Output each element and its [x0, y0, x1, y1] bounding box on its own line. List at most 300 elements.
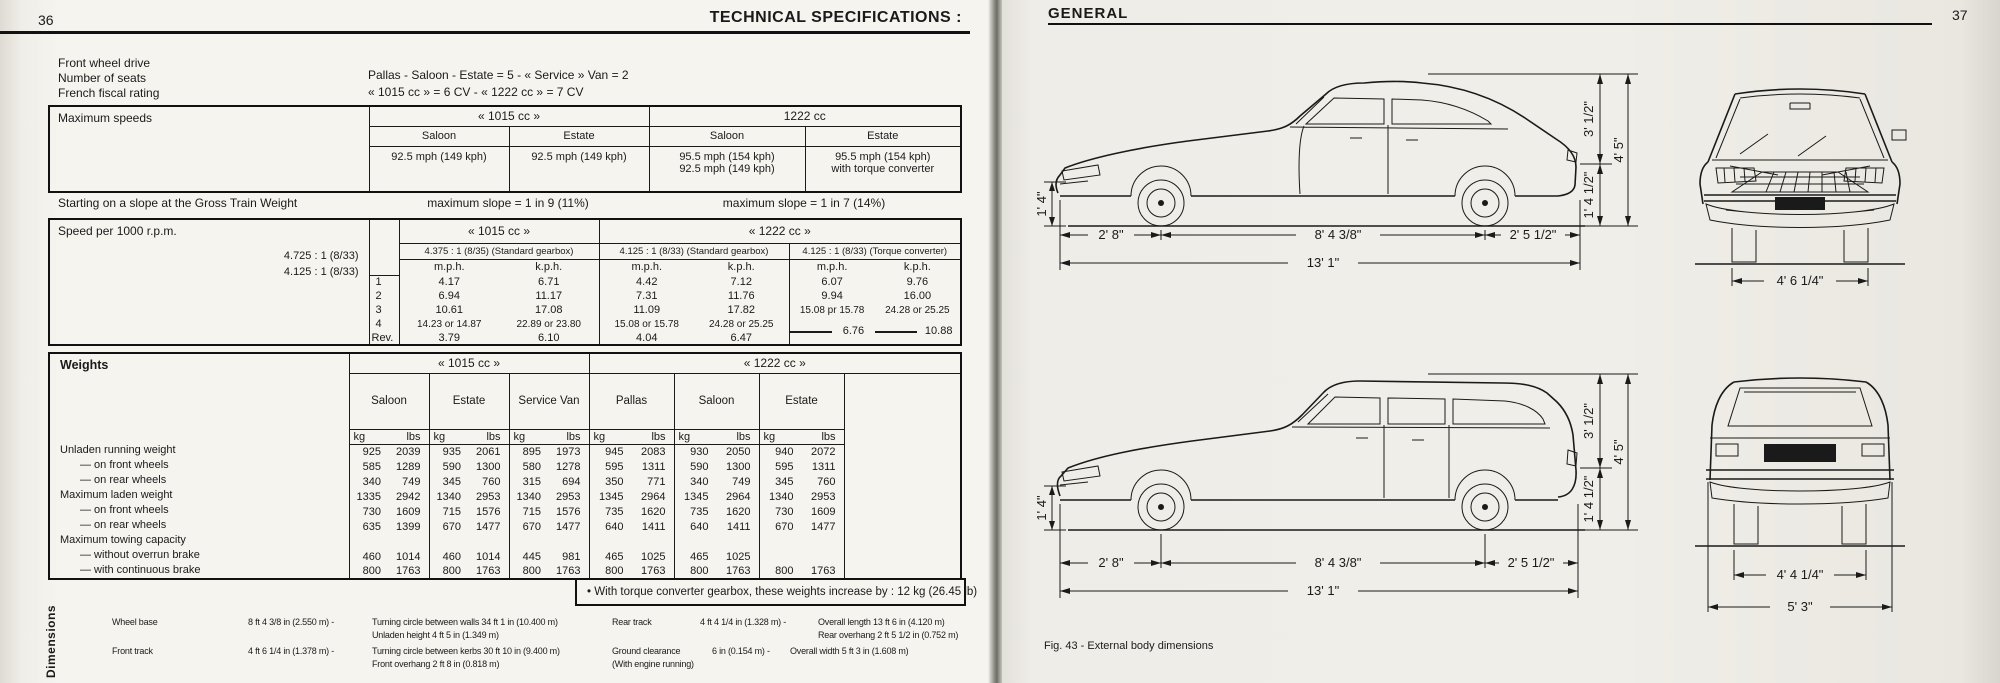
estate-lights: [1060, 450, 1577, 485]
kg-value: 670: [522, 520, 541, 533]
weights-row-label: Unladen running weight: [60, 444, 176, 456]
unit-header: [599, 259, 789, 275]
estate-body-outline: [1058, 381, 1577, 497]
max-speed-line: 95.5 mph (154 kph): [679, 150, 775, 163]
speed-kph: 17.82: [727, 304, 756, 316]
kg-value: 640: [605, 520, 624, 533]
kg-value: 670: [775, 520, 794, 533]
weights-value-cell: [759, 564, 844, 579]
front-plate: [1775, 197, 1825, 210]
speed-value: [789, 303, 961, 317]
unit-cell: [589, 429, 674, 444]
saloon-wheelbase-label: 8' 4 3/8": [1314, 227, 1362, 242]
kg-value: 315: [522, 475, 541, 488]
front-hub: [1158, 200, 1164, 206]
lbs-value: 1763: [476, 565, 501, 577]
max-speed-value: 92.5 mph (149 kph): [509, 146, 649, 192]
speed-mph: 15.08 pr 15.78: [799, 304, 865, 316]
weights-value-cell: [674, 444, 759, 459]
lbs-value: 1300: [726, 460, 751, 473]
kg-value: 1340: [436, 490, 461, 503]
weights-value-cell: [589, 444, 674, 459]
info-value-seats: Pallas - Saloon - Estate = 5 - « Service » Van = 2: [368, 68, 629, 82]
weights-value-cell: [429, 534, 509, 549]
gear-number: 2: [369, 289, 399, 303]
speed-mph: 4.42: [636, 276, 658, 288]
weights-value-cell: [589, 549, 674, 564]
lbs-label: lbs: [651, 430, 666, 443]
speed-value: [399, 303, 599, 317]
kg-value: 350: [605, 475, 624, 488]
weights-1222-header: « 1222 cc »: [589, 353, 961, 373]
page-title: TECHNICAL SPECIFICATIONS :: [709, 9, 962, 26]
lbs-label: lbs: [566, 430, 581, 443]
unit-cell: [509, 429, 589, 444]
gear-number: 4: [369, 317, 399, 331]
kg-value: 1345: [599, 490, 624, 503]
kg-label: kg: [593, 430, 606, 443]
kg-value: 1335: [356, 490, 381, 503]
max-speeds-label: Maximum speeds: [49, 106, 369, 192]
weights-value-cell: [509, 504, 589, 519]
saloon-glass-doors: [1290, 97, 1508, 194]
lbs-value: 2953: [476, 490, 501, 503]
front-view-outline: [1700, 89, 1900, 204]
slope-value-1222: maximum slope = 1 in 7 (14%): [722, 196, 886, 210]
weights-label-cell: [49, 353, 349, 579]
speed-mph: 6.94: [438, 290, 460, 302]
weights-value-cell: [674, 564, 759, 579]
weights-value-cell: [429, 504, 509, 519]
left-page: [0, 0, 990, 683]
weights-1015-header: « 1015 cc »: [349, 353, 589, 373]
kg-label: kg: [513, 430, 526, 443]
lbs-value: 1763: [396, 565, 421, 577]
gearbox-1015-sub: 4.375 : 1 (8/35) (Standard gearbox): [399, 243, 599, 259]
kg-value: 465: [605, 550, 624, 563]
lbs-value: 1278: [556, 460, 581, 473]
weights-value-cell: [429, 549, 509, 564]
saloon-total-height-label: 4' 5": [1611, 137, 1626, 163]
merge-dash: [875, 331, 918, 333]
weights-value-cell: [674, 459, 759, 474]
unit-cell: [429, 429, 509, 444]
estate-sill-height-label: 1' 4 1/2": [1581, 475, 1596, 523]
lbs-value: 2050: [726, 445, 751, 458]
weights-value-cell: [589, 489, 674, 504]
kg-value: 635: [362, 520, 381, 533]
kg-value: 730: [362, 505, 381, 518]
gear-number: 1: [369, 275, 399, 289]
weights-title: Weights: [60, 358, 109, 372]
speed-kph: 7.12: [730, 276, 752, 288]
weights-col-saloon-1015: Saloon: [349, 373, 429, 429]
kg-value: 1340: [516, 490, 541, 503]
weights-value-cell: [589, 564, 674, 579]
lbs-value: 1609: [396, 505, 421, 518]
kg-value: 800: [522, 565, 541, 577]
weights-value-cell: [429, 564, 509, 579]
lbs-value: 1763: [811, 565, 836, 577]
kg-value: 800: [362, 565, 381, 577]
weights-value-cell: [349, 549, 429, 564]
speed-mph: 6.07: [821, 276, 843, 288]
dim-overall-width: Overall width 5 ft 3 in (1.608 m): [790, 646, 909, 656]
saloon-front-overhang-label: 2' 8": [1098, 227, 1124, 242]
speed-kph: 16.00: [903, 290, 932, 302]
weights-value-cell: [674, 534, 759, 549]
speed-mph: 4.17: [438, 276, 460, 288]
weights-row-label: — on front wheels: [80, 459, 169, 471]
max-speed-value: [805, 146, 961, 192]
lbs-value: 1300: [476, 460, 501, 473]
lbs-label: lbs: [406, 430, 421, 443]
weights-value-cell: [349, 489, 429, 504]
lbs-value: 1763: [726, 565, 751, 577]
weights-value-cell: [349, 474, 429, 489]
weights-value-cell: [349, 564, 429, 579]
kg-value: 930: [690, 445, 709, 458]
kg-label: kg: [763, 430, 776, 443]
mph-header: m.p.h.: [816, 261, 848, 274]
lbs-value: 2039: [396, 445, 421, 458]
speed-mph: 15.08 or 15.78: [614, 318, 679, 330]
weights-value-cell: [674, 519, 759, 534]
weights-empty-column: [844, 373, 961, 579]
estate-glass-doors: [1292, 394, 1550, 498]
unit-header: [789, 259, 961, 275]
kg-value: 585: [362, 460, 381, 473]
lbs-value: 1311: [811, 460, 836, 473]
lbs-value: 2953: [811, 490, 836, 503]
speed-table-label: Speed per 1000 r.p.m.: [58, 224, 177, 238]
dim-rear-overhang: Rear overhang 2 ft 5 1/2 in (0.752 m): [818, 630, 959, 640]
weights-value-cell: [349, 504, 429, 519]
speed-per-1000-table: [48, 218, 962, 346]
max-speed-line: with torque converter: [831, 162, 935, 175]
mph-header: m.p.h.: [631, 261, 663, 274]
lbs-value: 2953: [556, 490, 581, 503]
general-rule: [1048, 23, 1932, 25]
kg-value: 595: [605, 460, 624, 473]
lbs-value: 1973: [556, 445, 581, 458]
speed-mph: [790, 325, 875, 337]
speed-mph: 9.94: [821, 290, 843, 302]
max-speed-value: 92.5 mph (149 kph): [369, 146, 509, 192]
speed-kph: 17.08: [534, 304, 563, 316]
weights-value-cell: [429, 459, 509, 474]
dim-wheelbase-value: 8 ft 4 3/8 in (2.550 m) -: [248, 617, 335, 627]
lbs-value: 749: [402, 475, 421, 488]
speed-value: [599, 317, 789, 331]
lbs-value: 1477: [556, 520, 581, 533]
dim-turning-kerbs: Turning circle between kerbs 30 ft 10 in (9.400 m): [372, 646, 560, 656]
kph-header: k.p.h.: [727, 261, 755, 274]
height-dim-lines: [1428, 74, 1638, 226]
weights-value-cell: [509, 564, 589, 579]
dim-unladen-height: Unladen height 4 ft 5 in (1.349 m): [372, 630, 499, 640]
mph-header: m.p.h.: [433, 261, 465, 274]
kph-header: k.p.h.: [903, 261, 931, 274]
rear-hub: [1482, 200, 1488, 206]
dim-engine-running-note: (With engine running): [612, 659, 694, 669]
weights-value-cell: [349, 444, 429, 459]
weights-value-cell: [429, 489, 509, 504]
kg-value: 895: [522, 445, 541, 458]
estate-drawing: [1034, 330, 1990, 660]
gear-number: 3: [369, 303, 399, 317]
estate-total-height-label: 4' 5": [1611, 439, 1626, 465]
estate-overall-length-label: 13' 1": [1306, 583, 1340, 598]
speed-kph: 6.71: [538, 276, 560, 288]
weights-table: [48, 352, 962, 580]
weights-value-cell: [674, 474, 759, 489]
height-dim-lines: [1428, 374, 1638, 530]
max-speeds-table: [48, 105, 962, 193]
lbs-value: 2964: [641, 490, 666, 503]
kg-value: 590: [442, 460, 461, 473]
lbs-value: 1289: [396, 460, 421, 473]
dim-front-track-value: 4 ft 6 1/4 in (1.378 m) -: [248, 646, 335, 656]
speed-mph: 10.61: [435, 304, 464, 316]
speed-1015-header: « 1015 cc »: [399, 219, 599, 243]
estate-rear-overhang-label: 2' 5 1/2": [1507, 555, 1555, 570]
kg-value: 925: [362, 445, 381, 458]
lbs-value: 1763: [641, 565, 666, 577]
speed-kph: 9.76: [906, 276, 929, 288]
weights-row-label: — on rear wheels: [80, 519, 167, 531]
weights-value-cell: [589, 504, 674, 519]
speed-kph: 24.28 or 25.25: [709, 318, 774, 330]
speed-kph: [875, 325, 960, 337]
kg-value: 800: [690, 565, 709, 577]
weights-col-servicevan: Service Van: [509, 373, 589, 429]
lbs-value: 1477: [811, 520, 836, 533]
kg-value: 460: [442, 550, 461, 563]
kg-value: 1345: [684, 490, 709, 503]
lbs-value: 1576: [556, 505, 581, 518]
weights-value-cell: [589, 534, 674, 549]
lbs-value: 760: [482, 475, 501, 488]
col-estate-1015: Estate: [509, 126, 649, 146]
kph-header: k.p.h.: [535, 261, 563, 274]
slope-value-1015: maximum slope = 1 in 9 (11%): [427, 196, 589, 210]
unit-cell: [349, 429, 429, 444]
weights-value-cell: [759, 459, 844, 474]
torque-converter-note: • With torque converter gearbox, these weights increase by : 12 kg (26.45 lb): [575, 578, 966, 606]
weights-value-cell: [509, 534, 589, 549]
front-view-glass: [1712, 94, 1906, 160]
kg-value: 345: [442, 475, 461, 488]
headlights: [1716, 168, 1884, 183]
weights-row-label: Maximum towing capacity: [60, 534, 186, 546]
estate-wheelbase-label: 8' 4 3/8": [1314, 555, 1362, 570]
unit-cell: [674, 429, 759, 444]
dim-front-track-label: Front track: [112, 646, 153, 656]
title-rule: [0, 31, 970, 34]
max-speeds-1015-header: « 1015 cc »: [369, 106, 649, 126]
slope-label: Starting on a slope at the Gross Train Weight: [58, 196, 298, 210]
speed-kph-value: 10.88: [924, 324, 953, 337]
gear-number: Rev.: [369, 331, 399, 345]
weights-value-cell: [589, 474, 674, 489]
kg-label: kg: [353, 430, 366, 443]
kg-value: 340: [362, 475, 381, 488]
speed-value: [399, 331, 599, 345]
overall-width-label: 5' 3": [1787, 599, 1813, 614]
weights-col-saloon-1222: Saloon: [674, 373, 759, 429]
kg-value: 345: [775, 475, 794, 488]
speed-value: [789, 275, 961, 289]
weights-value-cell: [589, 519, 674, 534]
unit-header: [399, 259, 599, 275]
col-estate-1222: Estate: [805, 126, 961, 146]
speed-value: [599, 289, 789, 303]
lbs-value: 1763: [556, 565, 581, 577]
info-label-seats: Number of seats: [58, 71, 147, 85]
kg-value: 445: [522, 550, 541, 563]
lbs-value: 2942: [396, 490, 421, 503]
page-number-right: 37: [1952, 7, 1968, 23]
front-track-label: 4' 6 1/4": [1776, 273, 1824, 288]
weights-value-cell: [509, 444, 589, 459]
weights-row-label: — on rear wheels: [80, 474, 167, 486]
lbs-value: 1411: [641, 520, 666, 533]
speed-kph: 24.28 or 25.25: [885, 304, 950, 316]
weights-value-cell: [759, 489, 844, 504]
speed-mph: 3.79: [438, 331, 460, 344]
lbs-value: 2072: [811, 445, 836, 458]
weights-value-cell: [349, 459, 429, 474]
speed-mph: 4.04: [636, 331, 658, 344]
kg-value: 940: [775, 445, 794, 458]
weights-row-label: — without overrun brake: [80, 549, 200, 561]
lbs-value: 760: [817, 475, 836, 488]
figure-caption: Fig. 43 - External body dimensions: [1044, 640, 1214, 652]
dim-overall-length: Overall length 13 ft 6 in (4.120 m): [818, 617, 945, 627]
lbs-value: 1620: [726, 505, 751, 518]
dim-turning-walls: Turning circle between walls 34 ft 1 in (10.400 m): [372, 617, 558, 627]
max-speeds-1222-header: 1222 cc: [649, 106, 961, 126]
weights-value-cell: [429, 444, 509, 459]
speed-1222-header: « 1222 cc »: [599, 219, 961, 243]
merge-dash: [790, 331, 833, 333]
weights-value-cell: [349, 534, 429, 549]
lbs-label: lbs: [821, 430, 836, 443]
weights-value-cell: [509, 549, 589, 564]
lbs-value: 1014: [396, 550, 421, 563]
general-header: GENERAL: [1048, 5, 1129, 22]
col-saloon-1222: Saloon: [649, 126, 805, 146]
rear-bumper: [1706, 470, 1894, 479]
kg-label: kg: [678, 430, 691, 443]
lbs-value: 1620: [641, 505, 666, 518]
lbs-value: 1025: [726, 550, 751, 563]
dim-ground-clearance-value: 6 in (0.154 m) -: [712, 646, 770, 656]
kg-label: kg: [433, 430, 446, 443]
kg-value: 460: [362, 550, 381, 563]
right-page: [1002, 0, 2000, 683]
axle-ratio-1: 4.725 : 1 (8/33): [283, 250, 359, 262]
weights-value-cell: [429, 519, 509, 534]
kg-value: 735: [690, 505, 709, 518]
weights-col-estate-1222: Estate: [759, 373, 844, 429]
speed-value: [399, 275, 599, 289]
weights-value-cell: [759, 519, 844, 534]
dim-rear-track-value: 4 ft 4 1/4 in (1.328 m) -: [700, 617, 787, 627]
speed-kph: 11.76: [727, 290, 755, 302]
weights-value-cell: [759, 504, 844, 519]
weights-value-cell: [759, 549, 844, 564]
saloon-lights: [1060, 150, 1577, 184]
weights-value-cell: [759, 474, 844, 489]
weights-row-label: — with continuous brake: [80, 564, 201, 576]
speed-kph: 6.10: [538, 331, 560, 344]
weights-value-cell: [759, 444, 844, 459]
front-wheels: [1732, 228, 1868, 262]
dim-front-overhang: Front overhang 2 ft 8 in (0.818 m): [372, 659, 500, 669]
weights-value-cell: [509, 489, 589, 504]
axle-ratio-2: 4.125 : 1 (8/33): [283, 266, 359, 278]
dim-ground-clearance-label: Ground clearance: [612, 646, 681, 656]
weights-value-cell: [759, 534, 844, 549]
kg-value: 800: [605, 565, 624, 577]
kg-value: 670: [442, 520, 461, 533]
rear-view-outline: [1710, 378, 1890, 480]
weights-col-pallas: Pallas: [589, 373, 674, 429]
lbs-label: lbs: [736, 430, 751, 443]
gearbox-1222tc-sub: 4.125 : 1 (8/33) (Torque converter): [789, 243, 961, 259]
weights-col-estate-1015: Estate: [429, 373, 509, 429]
speed-value: [599, 303, 789, 317]
speed-mph: 11.09: [633, 304, 661, 316]
rear-hub: [1482, 504, 1488, 510]
speed-mph: 14.23 or 14.87: [417, 318, 482, 330]
weights-value-cell: [429, 474, 509, 489]
lbs-label: lbs: [486, 430, 501, 443]
lbs-value: 2083: [641, 445, 666, 458]
weights-value-cell: [509, 459, 589, 474]
lbs-value: 981: [562, 550, 581, 563]
kg-value: 715: [522, 505, 541, 518]
saloon-sill-height-label: 1' 4 1/2": [1581, 171, 1596, 219]
estate-wheel-arches: [1131, 470, 1515, 500]
weights-value-cell: [509, 474, 589, 489]
rear-plate: [1764, 444, 1836, 462]
saloon-wheel-arches: [1131, 166, 1515, 196]
max-speed-value: [649, 146, 805, 192]
kg-value: 800: [775, 565, 794, 577]
speed-kph: 22.89 or 23.80: [516, 318, 581, 330]
dimensions-side-label: Dimensions: [44, 604, 58, 678]
kg-value: 590: [690, 460, 709, 473]
speed-value: [599, 275, 789, 289]
speed-mph-value: 6.76: [842, 324, 865, 337]
kg-value: 945: [605, 445, 624, 458]
kg-value: 465: [690, 550, 709, 563]
unit-cell: [759, 429, 844, 444]
weights-value-cell: [674, 504, 759, 519]
saloon-upper-height-label: 3' 1/2": [1581, 100, 1596, 138]
lbs-value: 1477: [476, 520, 501, 533]
speed-kph: 6.47: [730, 331, 752, 344]
weights-value-cell: [509, 519, 589, 534]
lbs-value: 2061: [476, 445, 501, 458]
weights-row-label: Maximum laden weight: [60, 489, 173, 501]
speed-value: [789, 289, 961, 303]
max-speed-line: 92.5 mph (149 kph): [679, 162, 775, 175]
info-label-fwd: Front wheel drive: [58, 56, 151, 70]
